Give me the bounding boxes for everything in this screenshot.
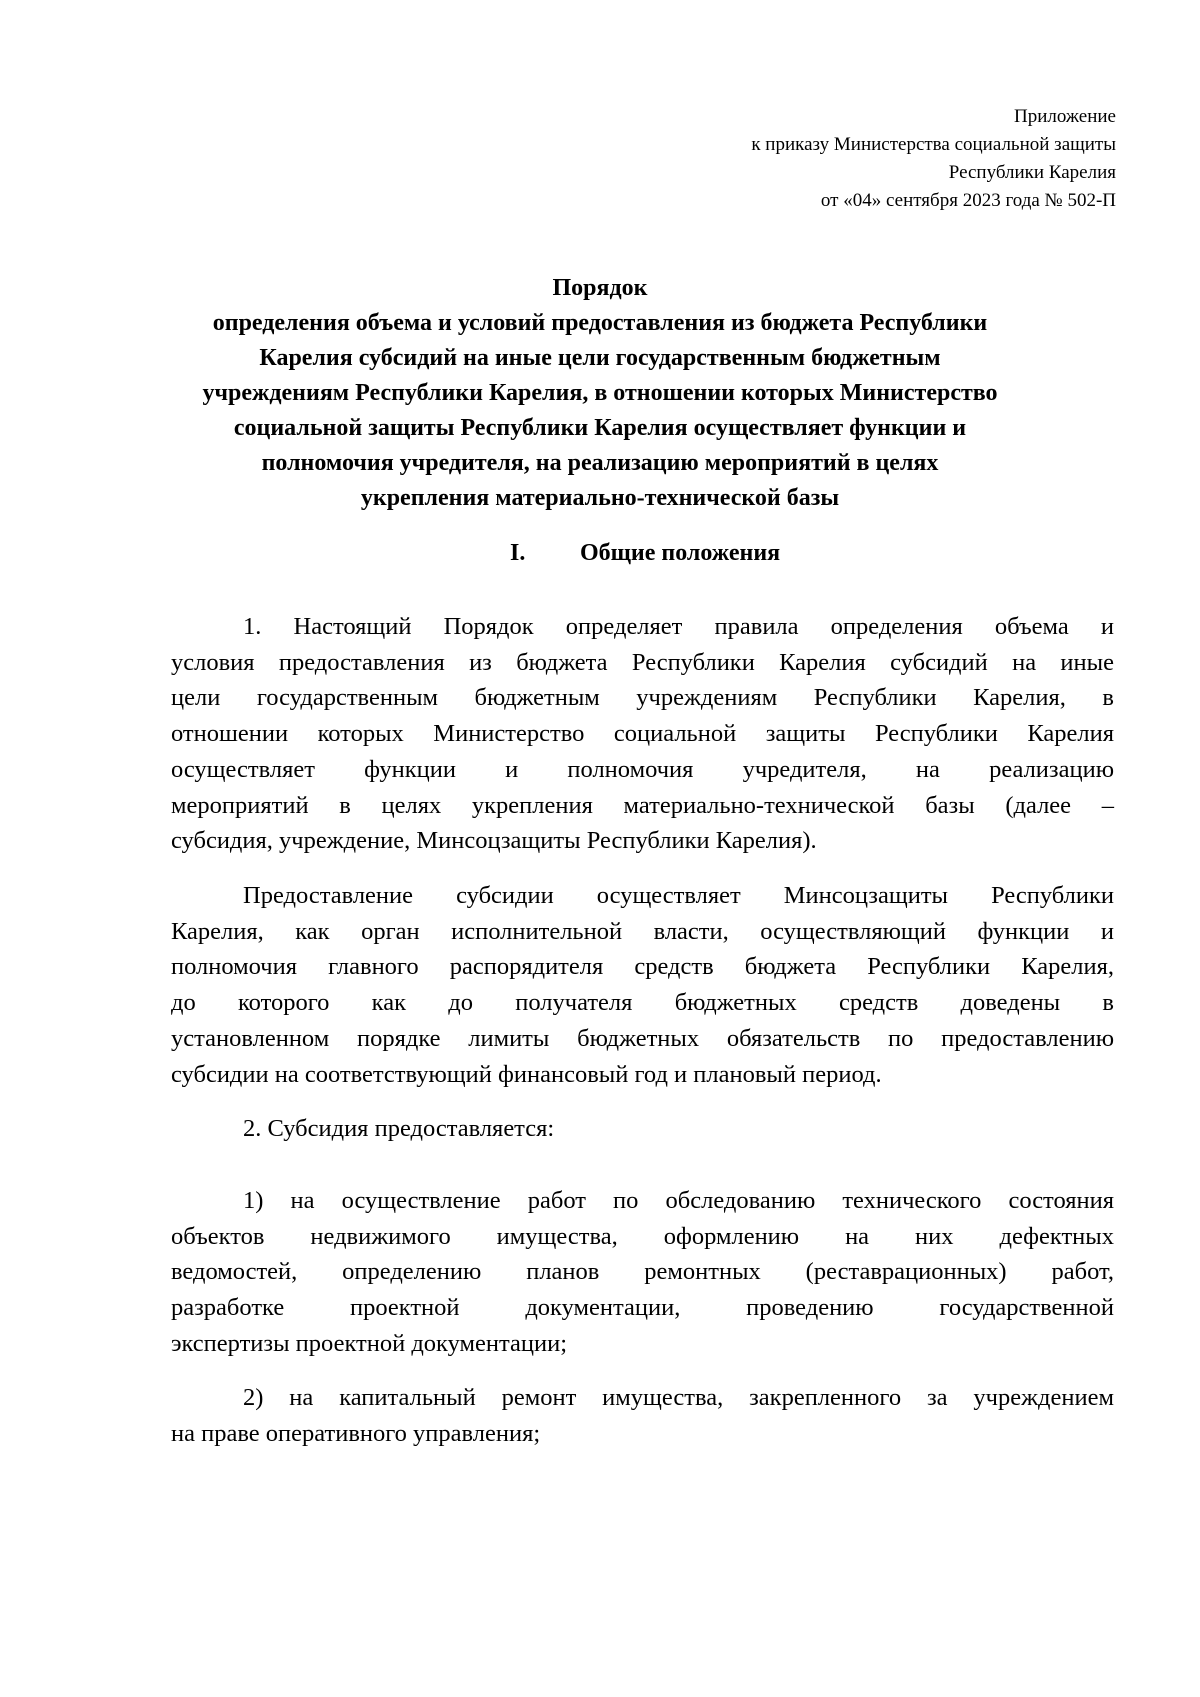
paragraph-2 (171, 878, 1114, 1092)
title-line: Порядок (552, 275, 648, 301)
paragraph-5 (171, 1380, 1114, 1451)
text-line: установленном порядке лимиты бюджетных обязательств по предоставлению (171, 1024, 1114, 1052)
header-line-appendix: Приложение (1014, 106, 1116, 127)
text-line: цели государственным бюджетным учреждениям Республики Карелия, в (171, 684, 1114, 712)
title-line: полномочия учредителя, на реализацию мероприятий в целях (261, 450, 939, 476)
text-line: Карелия, как орган исполнительной власти, осуществляющий функции и (171, 917, 1114, 945)
title-line: социальной защиты Республики Карелия осуществляет функции и (233, 415, 967, 441)
paragraph-1 (171, 609, 1114, 859)
document-title (160, 271, 1040, 516)
text-line: условия предоставления из бюджета Республики Карелия субсидий на иные (171, 648, 1114, 676)
paragraph-4 (171, 1183, 1114, 1362)
text-line: полномочия главного распорядителя средств бюджета Республики Карелия, (171, 953, 1114, 981)
text-line: отношении которых Министерство социальной защиты Республики Карелия (171, 720, 1114, 748)
paragraph-3 (171, 1111, 1114, 1147)
text-line: субсидия, учреждение, Минсоцзащиты Республики Карелия). (171, 827, 817, 855)
header-line-order: к приказу Министерства социальной защиты (751, 134, 1116, 155)
title-line: Карелия субсидий на иные цели государственным бюджетным (259, 345, 941, 371)
text-line: субсидии на соответствующий финансовый год и плановый период. (171, 1060, 882, 1088)
header-line-date-number: от «04» сентября 2023 года № 502-П (820, 190, 1116, 211)
title-line: определения объема и условий предоставления из бюджета Республики (212, 310, 988, 336)
section-number: I. (510, 540, 526, 566)
text-line: объектов недвижимого имущества, оформлению на них дефектных (171, 1222, 1114, 1250)
text-line: 2. Субсидия предоставляется: (243, 1115, 555, 1142)
text-line: 1. Настоящий Порядок определяет правила определения объема и (243, 613, 1114, 640)
text-line: мероприятий в целях укрепления материально-технической базы (далее – (171, 791, 1114, 819)
text-line: Предоставление субсидии осуществляет Минсоцзащиты Республики (243, 882, 1114, 909)
text-line: ведомостей, определению планов ремонтных (реставрационных) работ, (171, 1258, 1114, 1286)
title-line: укрепления материально-технической базы (360, 485, 840, 511)
section-title: Общие положения (580, 540, 781, 566)
text-line: экспертизы проектной документации; (171, 1329, 568, 1357)
text-line: до которого как до получателя бюджетных средств доведены в (171, 989, 1114, 1017)
title-line: учреждениям Республики Карелия, в отношении которых Министерство (202, 380, 998, 406)
text-line: на праве оперативного управления; (171, 1419, 541, 1447)
text-line: разработке проектной документации, проведению государственной (171, 1294, 1114, 1322)
text-line: 2) на капитальный ремонт имущества, закрепленного за учреждением (243, 1384, 1114, 1411)
text-line: 1) на осуществление работ по обследованию технического состояния (243, 1187, 1114, 1214)
approval-header (751, 103, 1116, 215)
text-line: осуществляет функции и полномочия учредителя, на реализацию (171, 755, 1114, 783)
header-line-republic: Республики Карелия (948, 162, 1116, 183)
